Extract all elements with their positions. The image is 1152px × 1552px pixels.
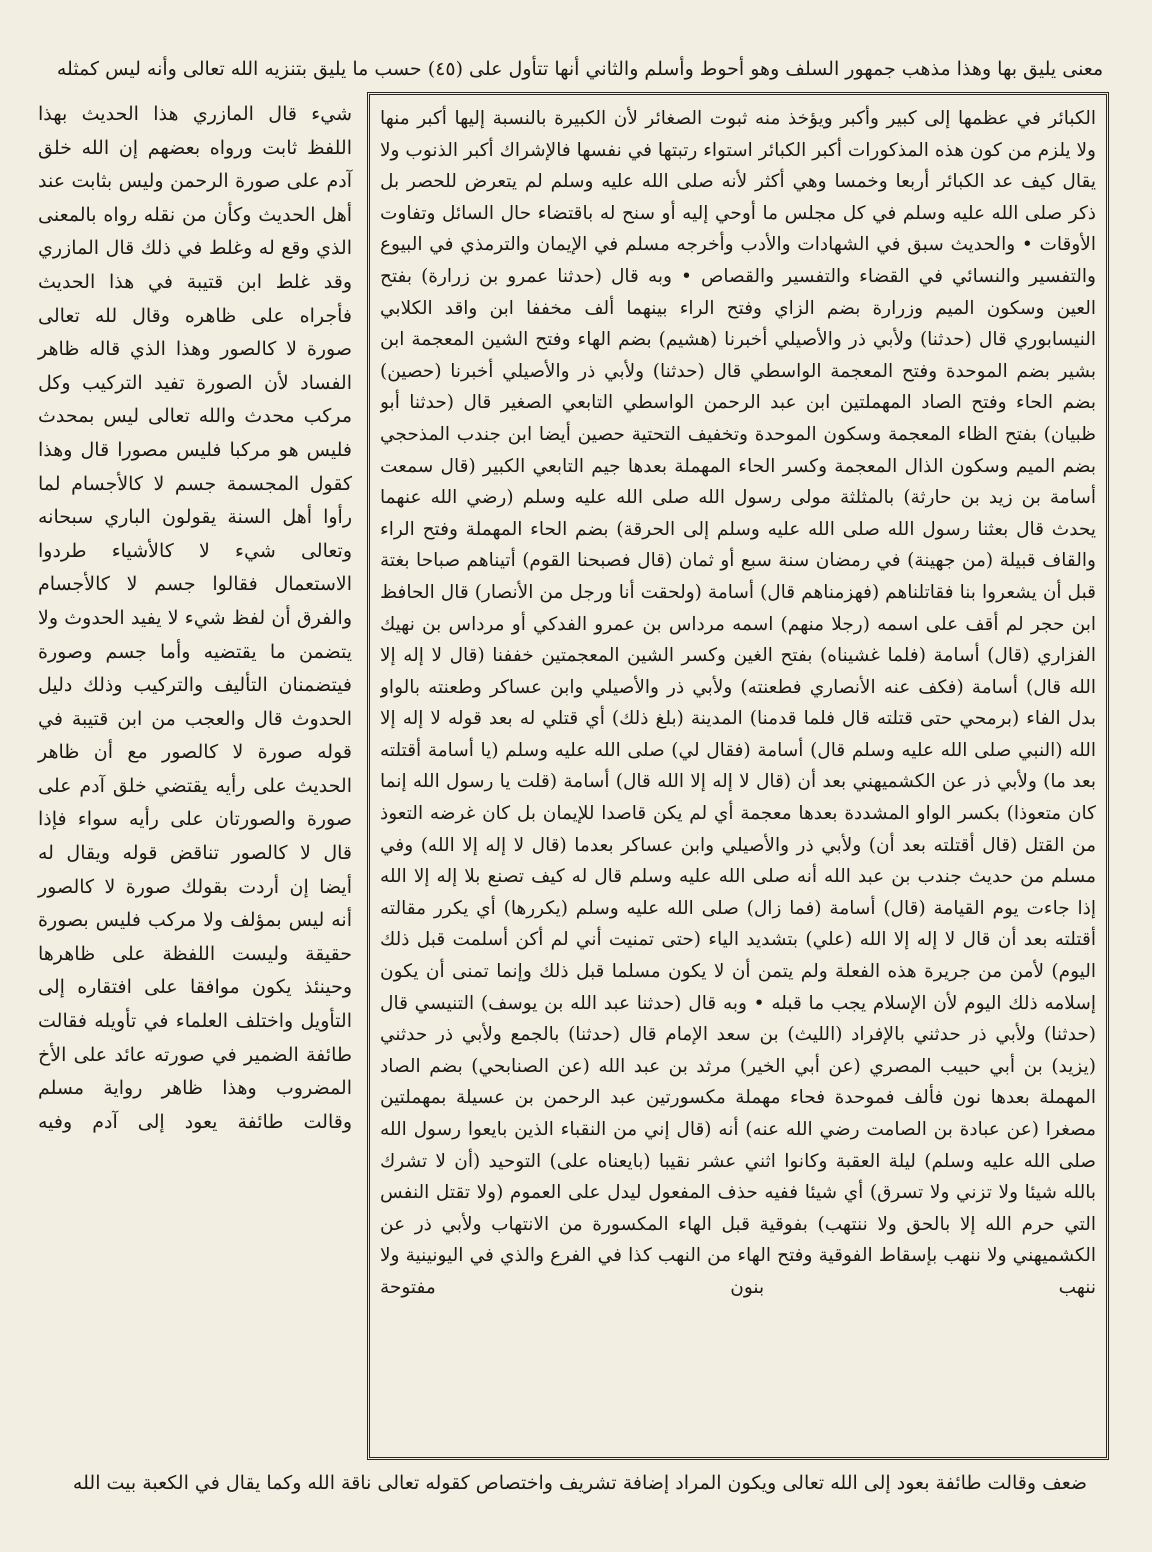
margin-commentary (30, 92, 360, 1460)
main-text-body: الكبائر في عظمها إلى كبير وأكبر ويؤخذ منه ثبوت الصغائر لأن الكبيرة بالنسبة إليها أكبر منها ولا يلزم من كون هذه المذكورات أكبر الكبائر استواء رتبتها في نفسها فالإشراك أكبر الذنوب ولا يقال كيف عد الكبائر أربعا وخمسا وهي أكثر لأنه صلى الله عليه وسلم لم يتعرض للحصر بل ذكر صلى الله عليه وسلم في كل مجلس ما أوحي إليه أو سنح له باقتضاء حال السائل وتفاوت الأوقات • والحديث سبق في الشهادات والأدب وأخرجه مسلم في الإيمان والترمذي في البيوع والتفسير والنسائي في القضاء والتفسير والقصاص • وبه قال (حدثنا عمرو بن زرارة) بفتح العين وسكون الميم وزرارة بضم الزاي وفتح الراء بينهما ألف مخففا ابن واقد الكلابي النيسابوري قال (حدثنا) ولأبي ذر والأصيلي أخبرنا (هشيم) بضم الهاء وفتح الشين المعجمة ابن بشير بضم الموحدة وفتح المعجمة الواسطي قال (حدثنا) ولأبي ذر والأصيلي أخبرنا (حصين) بضم الحاء وفتح الصاد المهملتين ابن عبد الرحمن الواسطي التابعي الصغير قال (حدثنا أبو ظبيان) بفتح الظاء المعجمة وسكون الموحدة وتخفيف التحتية حصين أيضا ابن جندب المذحجي بضم الميم وسكون الذال المعجمة وكسر الحاء المهملة بعدها جيم التابعي الكبير (قال سمعت أسامة بن زيد بن حارثة) بالمثلثة مولى رسول الله صلى الله عليه وسلم (رضي الله عنهما يحدث قال بعثنا رسول الله صلى الله عليه وسلم إلى الحرقة) بضم الحاء المهملة وفتح الراء والقاف قبيلة (من جهينة) في رمضان سنة سبع أو ثمان (قال فصبحنا القوم) أتيناهم صباحا بغتة قبل أن يشعروا بنا فقاتلناهم (فهزمناهم قال) أسامة (ولحقت أنا ورجل من الأنصار) قال الحافظ ابن حجر لم أقف على اسمه (رجلا منهم) اسمه مرداس بن عمرو الفدكي أو مرداس بن نهيك الفزاري (قال) أسامة (فلما غشيناه) بفتح الغين وكسر الشين المعجمتين خففنا (قال لا إله إلا الله قال) أسامة (فكف عنه الأنصاري فطعنته) ولأبي ذر والأصيلي وابن عساكر وطعنته بالواو بدل الفاء (برمحي حتى قتلته قال فلما قدمنا) المدينة (بلغ ذلك) أي قتلي له بعد قوله لا إله إلا الله (النبي صلى الله عليه وسلم قال) أسامة (فقال لي) صلى الله عليه وسلم (يا أسامة أقتلته بعد ما) ولأبي ذر عن الكشميهني بعد أن (قال لا إله إلا الله قال) أسامة (قلت يا رسول الله إنما كان متعوذا) بكسر الواو المشددة بعدها معجمة أي لم يكن قاصدا للإيمان بل كان غرضه التعوذ من القتل (قال أقتلته بعد أن) ولأبي ذر والأصيلي وابن عساكر بعدما (قال لا إله إلا الله) وفي مسلم من حديث جندب بن عبد الله أنه صلى الله عليه وسلم قال له كيف تصنع بلا إله إلا الله إذا جاءت يوم القيامة (قال) أسامة (فما زال) صلى الله عليه وسلم (يكررها) أي يكرر مقالته أقتلته بعد أن قال لا إله إلا الله (علي) بتشديد الياء (حتى تمنيت أني لم أكن أسلمت قبل ذلك اليوم) لأمن من جريرة هذه الفعلة ولم يتمن أن لا يكون مسلما قبل ذلك وإنما تمنى أن يكون إسلامه ذلك اليوم لأن الإسلام يجب ما قبله • وبه قال (حدثنا عبد الله بن يوسف) التنيسي قال (حدثنا) ولأبي ذر حدثني بالإفراد (الليث) بن سعد الإمام قال (حدثنا) بالجمع ولأبي ذر حدثني (يزيد) بن أبي حبيب المصري (عن أبي الخير) مرثد بن عبد الله (عن الصنابحي) بضم الصاد المهملة بعدها نون فألف فموحدة فحاء مهملة مكسورتين عبد الرحمن بن عسيلة بمهملتين مصغرا (عن عبادة بن الصامت رضي الله عنه) أنه (قال إني من النقباء الذين بايعوا رسول الله صلى الله عليه وسلم) ليلة العقبة وكانوا اثني عشر نقيبا (بايعناه على) التوحيد (أن لا تشرك بالله شيئا ولا تزني ولا تسرق) أي شيئا ففيه حذف المفعول ليدل على العموم (ولا تقتل النفس التي حرم الله إلا بالحق ولا ننتهب) بفوقية قبل الهاء المكسورة من الانتهاب ولأبي ذر عن الكشميهني ولا ننهب بإسقاط الفوقية وفتح الهاء من النهب كذا في الفرع والذي في اليونينية ولا ننهب بنون مفتوحة (380, 108, 1096, 1298)
margin-commentary-text: شيء قال المازري هذا الحديث بهذا اللفظ ثابت ورواه بعضهم إن الله خلق آدم على صورة الرحمن وليس بثابت عند أهل الحديث وكأن من نقله رواه بالمعنى الذي وقع له وغلط في ذلك قال المازري وقد غلط ابن قتيبة في هذا الحديث فأجراه على ظاهره وقال لله تعالى صورة لا كالصور وهذا الذي قاله ظاهر الفساد لأن الصورة تفيد التركيب وكل مركب محدث والله تعالى ليس بمحدث فليس هو مركبا فليس مصورا قال وهذا كقول المجسمة جسم لا كالأجسام لما رأوا أهل السنة يقولون الباري سبحانه وتعالى شيء لا كالأشياء طردوا الاستعمال فقالوا جسم لا كالأجسام والفرق أن لفظ شيء لا يفيد الحدوث ولا يتضمن ما يقتضيه وأما جسم وصورة فيتضمنان التأليف والتركيب وذلك دليل الحدوث قال والعجب من ابن قتيبة في قوله صورة لا كالصور مع أن ظاهر الحديث على رأيه يقتضي خلق آدم على صورة والصورتان على رأيه سواء فإذا قال لا كالصور تناقض قوله ويقال له أيضا إن أردت بقولك صورة لا كالصور أنه ليس بمؤلف ولا مركب فليس بصورة حقيقة وليست اللفظة على ظاهرها وحينئذ يكون موافقا على افتقاره إلى التأويل واختلف العلماء في تأويله فقالت طائفة الضمير في صورته عائد على الأخ المضروب وهذا ظاهر رواية مسلم وقالت طائفة يعود إلى آدم وفيه (38, 103, 352, 1133)
main-text (380, 103, 1096, 1449)
main-text-frame (367, 92, 1109, 1460)
page-footer: ضعف وقالت طائفة بعود إلى الله تعالى ويكون المراد إضافة تشريف واختصاص كقوله تعالى ناقة الله وكما يقال في الكعبة بيت الله (72, 1472, 1088, 1494)
page-header: معنى يليق بها وهذا مذهب جمهور السلف وهو أحوط وأسلم والثاني أنها تتأول على (٤٥) حسب ما يليق بتنزيه الله تعالى وأنه ليس كمثله (56, 58, 1104, 80)
